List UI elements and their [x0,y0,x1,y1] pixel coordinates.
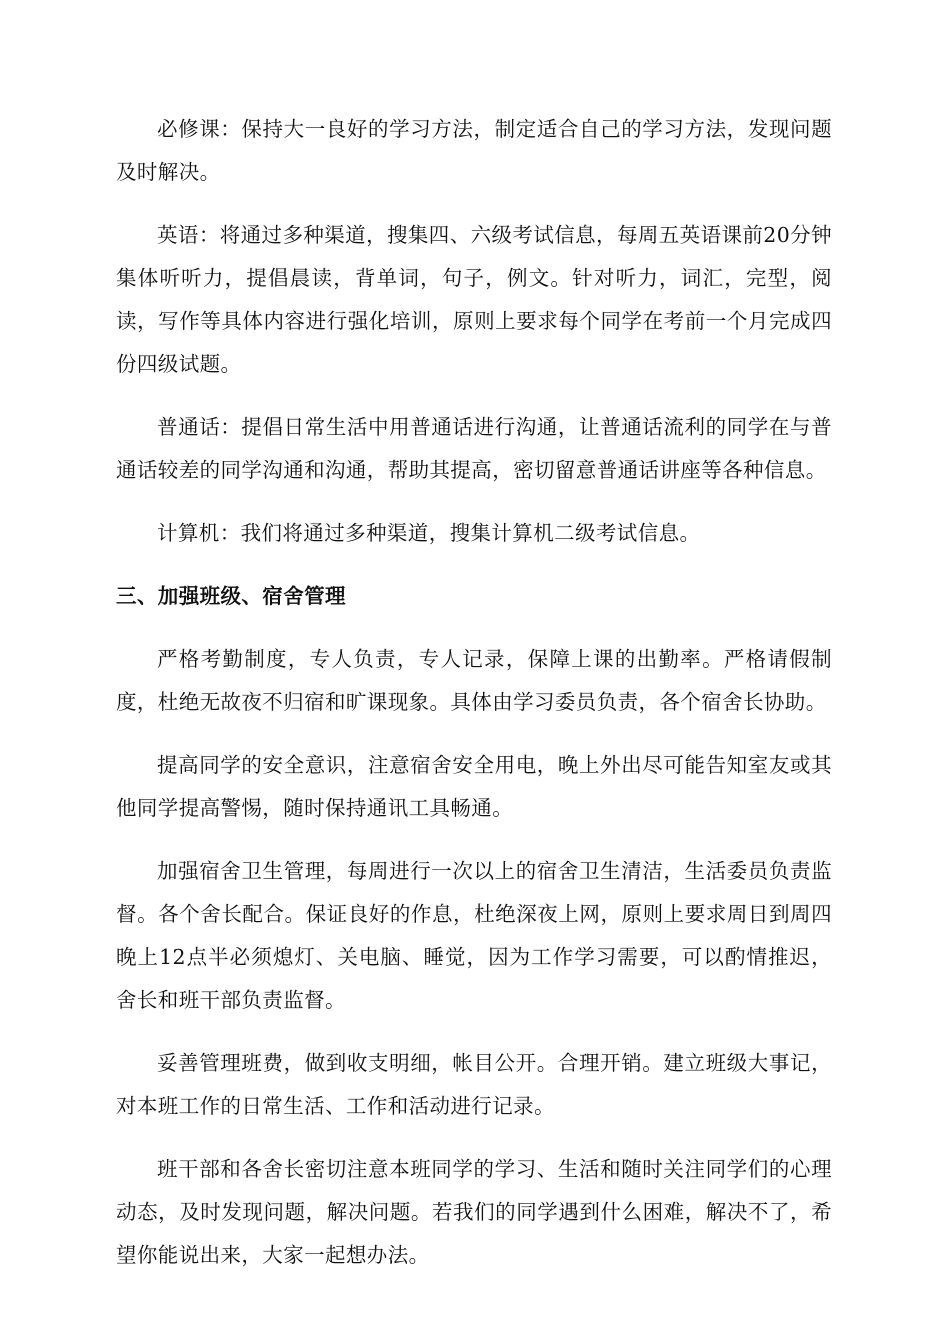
paragraph-required-courses: 必修课：保持大一良好的学习方法，制定适合自己的学习方法，发现问题及时解决。 [116,117,832,184]
paragraph-class-fees: 妥善管理班费，做到收支明细，帐目公开。合理开销。建立班级大事记，对本班工作的日常生活、工作和活动进行记录。 [116,1051,832,1118]
paragraph-attendance: 严格考勤制度，专人负责，专人记录，保障上课的出勤率。严格请假制度，杜绝无故夜不归宿和旷课现象。具体由学习委员负责，各个宿舍长协助。 [116,647,832,714]
paragraph-computer: 计算机：我们将通过多种渠道，搜集计算机二级考试信息。 [157,521,701,545]
section-heading-class-dorm-management: 三、加强班级、宿舍管理 [116,584,346,608]
paragraph-student-care: 班干部和各舍长密切注意本班同学的学习、生活和随时关注同学们的心理动态，及时发现问题，解决问题。若我们的同学遇到什么困难，解决不了，希望你能说出来，大家一起想办法。 [116,1157,832,1267]
paragraph-mandarin: 普通话：提倡日常生活中用普通话进行沟通，让普通话流利的同学在与普通话较差的同学沟通和沟通，帮助其提高，密切留意普通话讲座等各种信息。 [116,415,832,482]
paragraph-english: 英语：将通过多种渠道，搜集四、六级考试信息，每周五英语课前20分钟集体听听力，提倡晨读，背单词，句子，例文。针对听力，词汇，完型，阅读，写作等具体内容进行强化培训，原则上要求每个同学在考前一个月完成四份四级试题。 [116,223,832,376]
paragraph-safety: 提高同学的安全意识，注意宿舍安全用电，晚上外出尽可能告知室友或其他同学提高警惕，随时保持通讯工具畅通。 [116,753,832,820]
document-page [116,108,832,1277]
paragraph-dorm-hygiene: 加强宿舍卫生管理，每周进行一次以上的宿舍卫生清洁，生活委员负责监督。各个舍长配合。保证良好的作息，杜绝深夜上网，原则上要求周日到周四晚上12点半必须熄灯、关电脑、睡觉，因为工作学习需要，可以酌情推迟，舍长和班干部负责监督。 [116,859,832,1012]
